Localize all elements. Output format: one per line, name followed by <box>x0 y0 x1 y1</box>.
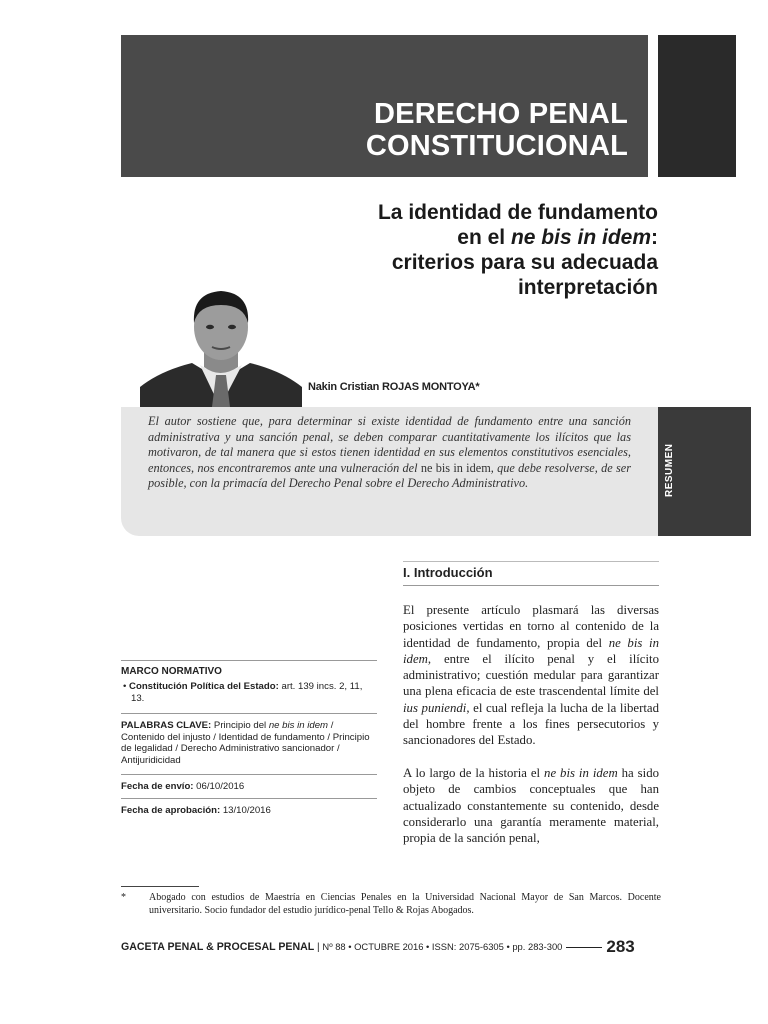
page-number: 283 <box>606 937 635 956</box>
keywords <box>121 720 377 766</box>
page-footer <box>121 937 661 957</box>
fecha-envio-label: Fecha de envío: <box>121 781 194 792</box>
abstract-label: RESUMEN <box>664 443 675 497</box>
section-title-line-2: CONSTITUCIONAL <box>365 130 628 162</box>
keywords-italic: ne bis in idem <box>268 720 329 731</box>
paragraph-text: A lo largo de la historia el <box>403 766 545 780</box>
sidebar-rule <box>121 798 377 799</box>
intro-rule <box>403 585 659 586</box>
article-title <box>378 200 658 300</box>
article-title-line-4: interpretación <box>517 276 658 299</box>
keywords-text: Principio del <box>211 720 269 731</box>
paragraph-italic-term: ne bis in idem <box>544 766 618 780</box>
fecha-aprobacion <box>121 805 377 816</box>
author-photo <box>140 283 302 407</box>
footer-journal: GACETA PENAL & PROCESAL PENAL <box>121 941 315 953</box>
footnote-rule <box>121 886 199 887</box>
footer-meta: Nº 88 • OCTUBRE 2016 • ISSN: 2075-6305 • pp. 283-300 <box>322 941 563 952</box>
fecha-envio <box>121 781 377 792</box>
abstract-text-part: El autor sostiene que, para determinar si existe identidad de fundamento entre una sanción administrativa y una sanción penal, se deben comparar cuantitativamente los ilícitos que las motivaron, de tal manera que si estos tienen identidad en sus elementos constitutivos esenciales, entonces, nos encontraremos ante una vulneración del <box>148 414 631 475</box>
title-italic-term: ne bis in idem <box>510 226 651 249</box>
keywords-label: PALABRAS CLAVE: <box>121 720 212 731</box>
footnote-text: Abogado con estudios de Maestría en Ciencias Penales en la Universidad Nacional Mayor de San Marcos. Docente universitario. Socio fundador del estudio jurídico-penal Tello & Rojas Abogados. <box>149 892 661 916</box>
body-paragraph-1 <box>403 602 659 749</box>
paragraph-italic-term: ius puniendi <box>403 700 467 715</box>
sidebar-rule <box>121 660 377 661</box>
paragraph-text: El presente artículo plasmará las diversas posiciones vertidas en torno al contenido de la identidad de fundamento, propia del <box>403 603 659 650</box>
paragraph-text: , el cual refleja la lucha de la libertad del hombre frente a los fines persecutorios y sancionadores del Estado. <box>403 700 659 748</box>
body-paragraph-2 <box>403 765 659 846</box>
paragraph-text: , entre el ilícito penal y el ilícito administrativo; cuestión medular para garantizar una plena eficacia de este trascendental límite del <box>403 651 659 699</box>
article-title-line-3: criterios para su adecuada <box>391 251 658 274</box>
section-title <box>366 98 628 162</box>
abstract-text-end: , que debe resolverse, de ser posible, con la primacía del Derecho Penal sobre el Derecho Administrativo. <box>148 460 631 491</box>
sidebar-info <box>121 660 377 822</box>
marco-normativo-item: • Constitución Política del Estado: art. 139 incs. 2, 11, 13. <box>123 681 363 704</box>
sidebar-rule <box>121 774 377 775</box>
abstract-term: ne bis in idem <box>420 460 491 475</box>
intro-rule-top <box>403 561 659 562</box>
abstract-text <box>148 414 631 492</box>
title-text: en el <box>457 226 511 249</box>
footnote <box>121 891 661 917</box>
sidebar-rule <box>121 713 377 714</box>
footnote-mark: * <box>121 892 126 903</box>
title-colon: : <box>651 226 658 249</box>
marco-item-label: Constitución Política del Estado: <box>129 681 279 692</box>
marco-normativo-heading: MARCO NORMATIVO <box>121 666 222 677</box>
paragraph-italic-term: ne bis in idem <box>403 635 659 666</box>
section-title-line-1: DERECHO PENAL <box>374 98 628 130</box>
fecha-aprobacion-label: Fecha de aprobación: <box>121 805 221 816</box>
keywords-text: / Contenido del injusto / Identidad de fundamento / Principio de legalidad / Derecho Administrativo sancionador / Antijuridicidad <box>121 720 370 766</box>
article-title-line-2 <box>378 225 658 250</box>
intro-heading: I. Introducción <box>403 565 493 580</box>
article-title-line-1: La identidad de fundamento <box>377 201 658 224</box>
author-name: Nakin Cristian ROJAS MONTOYA* <box>308 381 480 393</box>
paragraph-text: ha sido objeto de cambios conceptuales que han actualizado constantemente su contenido, desde considerarlo una garantía meramente material, propia de la sanción penal, <box>403 766 659 846</box>
fecha-aprobacion-value: 13/10/2016 <box>220 805 271 816</box>
marco-item-text: art. 139 incs. 2, 11, 13. <box>131 681 363 704</box>
header-side-block <box>658 35 736 177</box>
fecha-envio-value: 06/10/2016 <box>193 781 245 792</box>
footer-line <box>566 947 602 948</box>
footer-separator: | <box>314 942 323 953</box>
